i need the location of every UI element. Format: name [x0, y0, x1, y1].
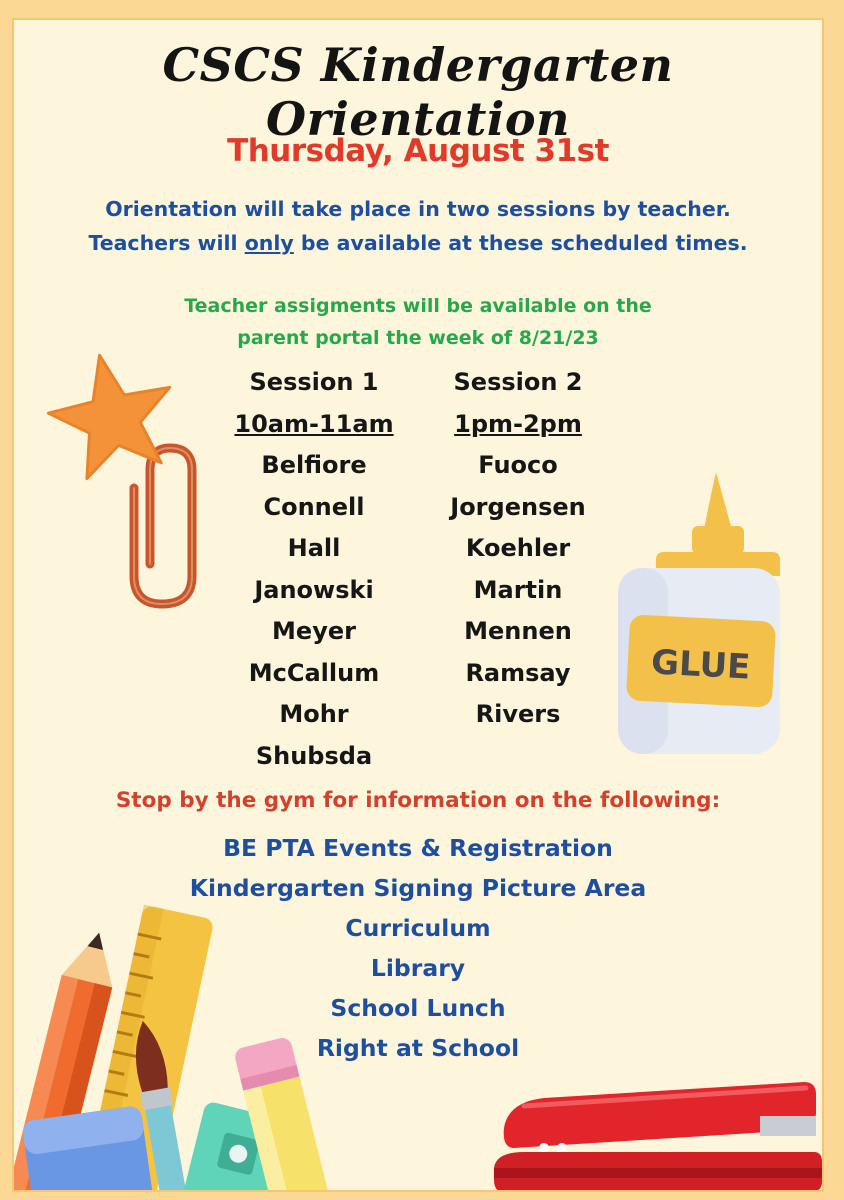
glue-label: GLUE — [650, 642, 752, 688]
teacher-name: Janowski — [254, 575, 374, 604]
session-2-time: 1pm-2pm — [454, 409, 582, 438]
teacher-name: Connell — [263, 492, 365, 521]
flyer — [12, 18, 824, 1192]
intro-line-1: Orientation will take place in two sessions by teacher. — [105, 197, 731, 221]
teacher-name: Jorgensen — [450, 492, 586, 521]
event-date: Thursday, August 31st — [227, 133, 609, 169]
highlighter-icon — [228, 1032, 338, 1192]
assignment-line-2: parent portal the week of 8/21/23 — [237, 327, 599, 349]
teacher-name: Koehler — [465, 534, 571, 562]
glue-bottle-icon — [604, 468, 794, 758]
assignment-line-1: Teacher assigments will be available on the — [184, 295, 652, 317]
teacher-name: Shubsda — [255, 741, 373, 770]
flyer-title: CSCS Kindergarten Orientation — [162, 38, 674, 146]
teacher-name: Mohr — [279, 700, 349, 728]
info-item: School Lunch — [330, 994, 506, 1022]
session-1-name: Session 1 — [249, 368, 379, 396]
session-1-column — [220, 362, 408, 777]
session-1-time: 10am-11am — [234, 409, 394, 438]
teacher-name: Belfiore — [261, 451, 367, 479]
teacher-name: Hall — [287, 534, 341, 562]
intro-text — [14, 192, 822, 260]
teacher-name: McCallum — [248, 658, 380, 687]
teacher-name: Fuoco — [478, 451, 558, 479]
teacher-name: Ramsay — [465, 658, 571, 687]
info-item: Kindergarten Signing Picture Area — [189, 874, 647, 902]
info-item: BE PTA Events & Registration — [223, 834, 613, 862]
info-item: Right at School — [316, 1034, 520, 1062]
intro-line-2-post: be available at these scheduled times. — [293, 231, 748, 255]
teacher-name: Meyer — [272, 617, 356, 645]
teacher-name: Mennen — [464, 617, 572, 645]
session-2-column — [424, 362, 612, 736]
info-item: Curriculum — [345, 914, 491, 942]
intro-line-2 — [14, 226, 822, 260]
stapler-icon — [484, 1072, 824, 1192]
intro-line-2-pre: Teachers will — [88, 231, 245, 255]
intro-emphasis: only — [244, 231, 294, 255]
teacher-name: Rivers — [475, 700, 561, 728]
gym-heading: Stop by the gym for information on the following: — [115, 788, 721, 813]
assignment-note — [14, 290, 822, 354]
info-item: Library — [370, 954, 466, 982]
session-2-name: Session 2 — [453, 368, 583, 396]
teacher-name: Martin — [473, 575, 563, 604]
star-paperclip-icon — [42, 350, 232, 610]
